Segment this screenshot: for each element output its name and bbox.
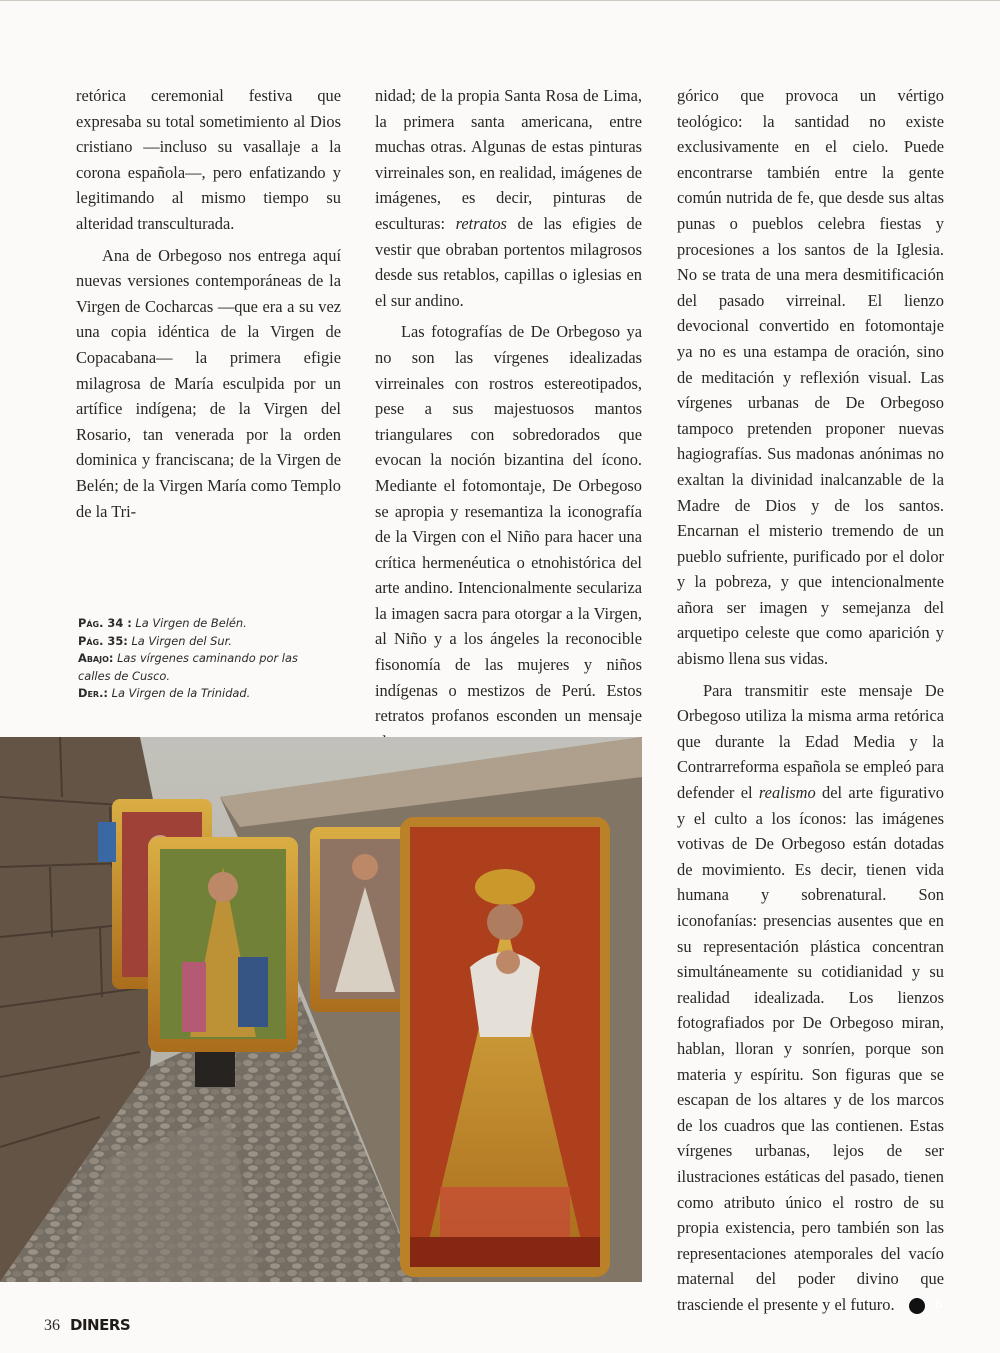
caption-key: Pág. 35:	[78, 633, 128, 648]
magazine-logo: DINERS	[70, 1316, 131, 1334]
paragraph: retórica ceremonial festiva que expresaba su total sometimiento al Dios cristiano —incluso su vasallaje a la corona española—, pero enfatizando y legitimando al mismo tiempo su alteridad transculturada.	[76, 86, 341, 233]
caption-key: Der.:	[78, 686, 108, 701]
caption-line	[78, 650, 328, 685]
paragraph	[677, 678, 944, 1318]
photo-procession	[0, 737, 642, 1282]
caption-line	[78, 615, 328, 633]
photo-caption	[78, 615, 328, 703]
caption-key: Pág. 34 :	[78, 616, 132, 630]
text-run: de las efigies de vestir que obraban portentos milagrosos desde sus retablos, capillas o iglesias en el sur andino.	[375, 213, 642, 310]
text-run: Para transmitir este mensaje De Orbegoso utiliza la misma arma retórica que durante la Edad Media y la Contrarreforma española se empleó para defender el	[677, 680, 944, 803]
photo-illustration	[0, 737, 642, 1282]
caption-value: La Virgen del Sur.	[131, 633, 232, 648]
emphasis: realismo	[758, 783, 816, 803]
paragraph: Las fotografías de De Orbegoso ya no son las vírgenes idealizadas virreinales con rostros estereotipados, pese a sus majestuosos mantos triangulares con sobredorados que evocan la noción bizantina del ícono. Mediante el fotomontaje, De Orbegoso se apropia y resemantiza la iconografía de la Virgen con el Niño para hacer una crítica hermenéutica o etnohistórica del arte andino. Intencionalmente seculariza la imagen sacra para otorgar a la Virgen, al Niño y a los ángeles la reconocible fisonomía de las mujeres y niños indígenas o mestizos de Perú. Estos retratos profanos esconden un mensaje	[375, 322, 642, 726]
caption-line	[78, 633, 328, 651]
end-mark-icon: D	[909, 1298, 925, 1314]
text-run: del arte figurativo y el culto a los íconos: las imágenes votivas de De Orbegoso están dotadas de movimiento. Es decir, tienen vida humana y sobrenatural. Son iconofanías: presencias ausentes que en su representación plástica concentran simultáneamente su cotidianidad y su realidad idealizada. Los lienzos fotografiados por De Orbegoso miran, hablan, lloran y sonríen, porque son materia y espíritu. Son figuras que se escapan de los altares y de los marcos de los cuadros que las contienen. Estas vírgenes urbanas, lejos de ser ilustraciones estáticas del pasado, tienen como atributo único el rostro de su propia existencia, pero también son las representaciones atemporales del vacío maternal del poder divino que trasciende el presente y el futuro.	[677, 783, 945, 1314]
column-3	[677, 83, 944, 1318]
caption-value: Las vírgenes caminando por las calles de Cusco.	[78, 651, 298, 683]
top-rule	[0, 0, 1000, 1]
caption-value: La Virgen de Belén.	[135, 616, 247, 630]
column-1	[76, 83, 341, 524]
paragraph: górico que provoca un vértigo teológico: la santidad no existe exclusivamente en el cielo. Puede encontrarse también entre la gente común nutrida de fe, que desde sus altas punas o pueblos celebra fiestas y procesiones a los santos de la Iglesia. No se trata de una mera desmitificación del pasado virreinal. El lienzo devocional convertido en fotomontaje ya no es una estampa de oración, sino de meditación y reflexión visual. Las vírgenes urbanas de De Orbegoso tampoco pretenden proponer nuevas hagiografías. Sus madonas anónimas no exaltan la divinidad inalcanzable de la Madre de Dios y de los santos. Encarnan el misterio tremendo de un pueblo sufriente, purificado por el dolor y la pobreza, y que intencionalmente añora ser imagen y semejanza del arquetipo celeste que como aparición y abismo llena sus vidas.	[677, 86, 944, 669]
page-number: 36	[44, 1317, 60, 1334]
text-run: nidad; de la propia Santa Rosa de Lima, la primera santa americana, entre muchas otras. Algunas de estas pinturas virreinales son, en realidad, imágenes de imágenes, es decir, pinturas de esculturas:	[375, 86, 642, 233]
emphasis: retratos	[455, 213, 507, 233]
paragraph: Ana de Orbegoso nos entrega aquí nuevas versiones contemporáneas de la Virgen de Cocharcas —que era a su vez una copia idéntica de la Virgen de Copacabana— la primera efigie milagrosa de María esculpida por un artífice indígena; de la Virgen del Rosario, tan venerada por la orden dominica y franciscana; de la Virgen de Belén; de la Virgen María como Templo de la Tri-	[76, 245, 341, 521]
column-2	[375, 83, 642, 754]
caption-key: Abajo:	[78, 651, 114, 666]
caption-value: La Virgen de la Trinidad.	[111, 686, 251, 701]
paragraph	[375, 83, 642, 313]
caption-line	[78, 685, 328, 703]
